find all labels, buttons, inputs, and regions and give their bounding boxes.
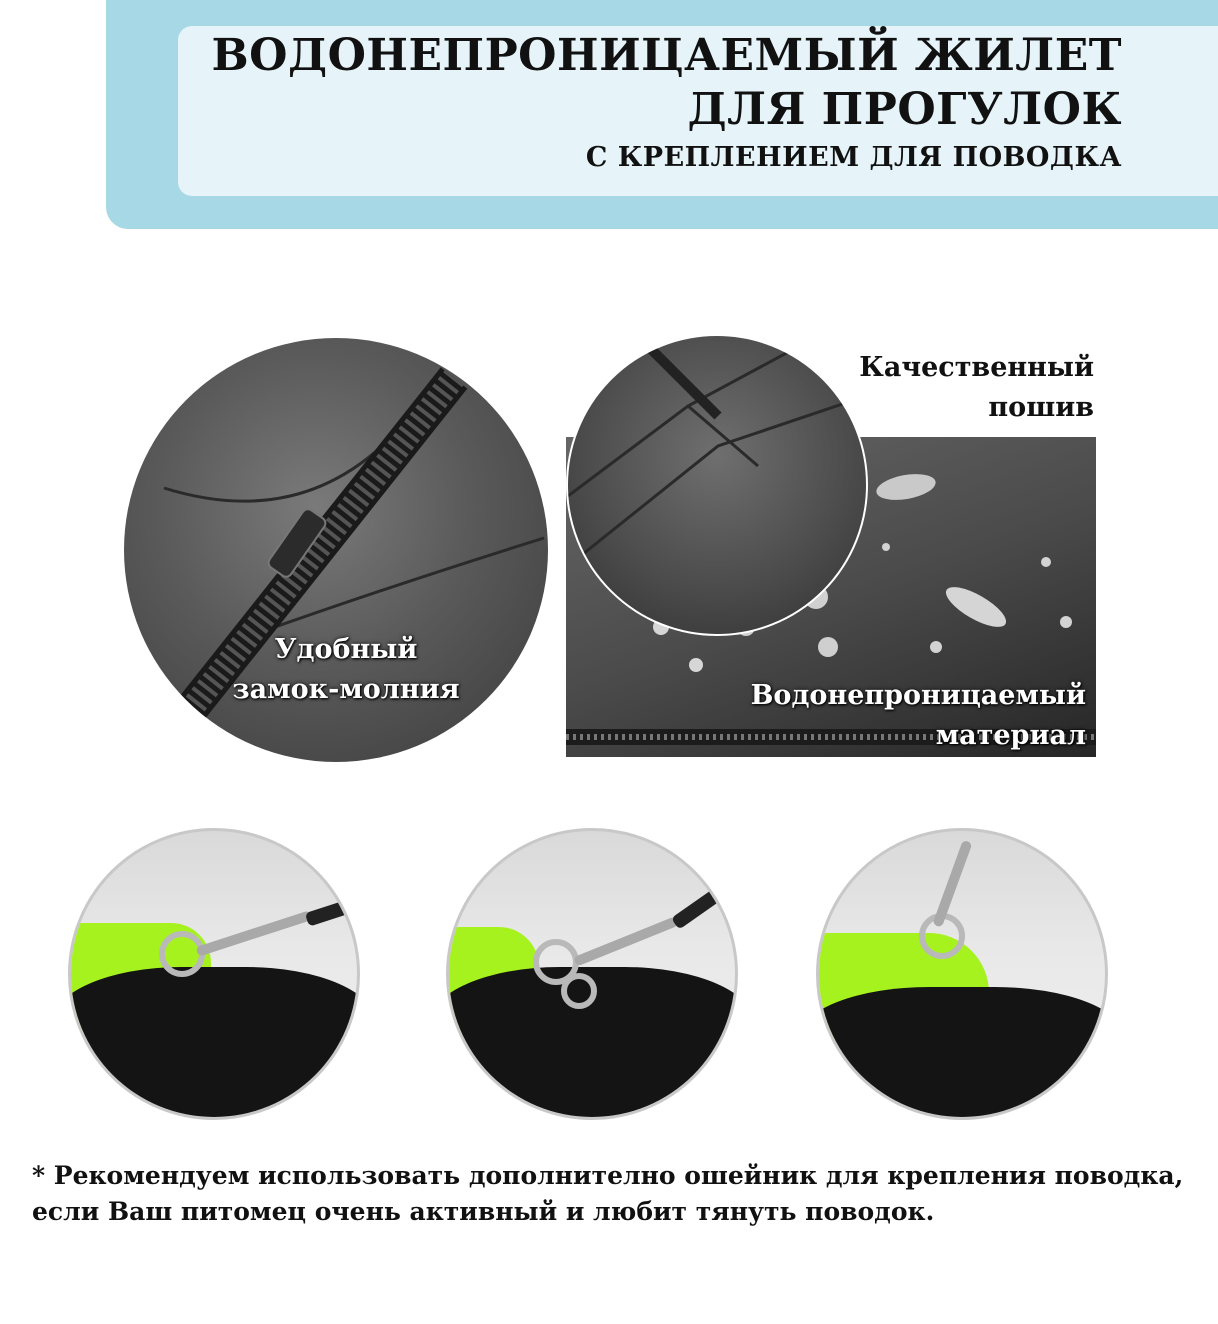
leash-strap-icon bbox=[305, 889, 360, 927]
page-title-line-1: ВОДОНЕПРОНИЦАЕМЫЙ ЖИЛЕТ bbox=[211, 30, 1122, 81]
waterproof-caption-line-1: Водонепроницаемый bbox=[750, 680, 1086, 711]
leash-attachment-photo-2 bbox=[446, 828, 738, 1120]
zipper-caption bbox=[232, 630, 460, 710]
zipper-caption-line-1: Удобный bbox=[274, 634, 418, 665]
leash-clip-icon bbox=[195, 910, 312, 957]
footnote bbox=[32, 1158, 1212, 1230]
zipper-caption-line-2: замок-молния bbox=[232, 674, 460, 705]
leash-attachment-photo-3 bbox=[816, 828, 1108, 1120]
leash-attachment-photo-1 bbox=[68, 828, 360, 1120]
page-title-line-2: ДЛЯ ПРОГУЛОК bbox=[687, 84, 1122, 135]
vest-body bbox=[68, 967, 360, 1120]
stitching-caption-line-1: Качественный bbox=[859, 352, 1094, 383]
page-subtitle: С КРЕПЛЕНИЕМ ДЛЯ ПОВОДКА bbox=[585, 142, 1122, 173]
leash-strap-icon bbox=[671, 884, 728, 930]
stitching-illustration bbox=[568, 336, 866, 634]
split-ring-icon bbox=[561, 973, 597, 1009]
leash-clip-icon bbox=[573, 916, 679, 966]
footnote-line-2: если Ваш питомец очень активный и любит тянуть поводок. bbox=[32, 1197, 935, 1226]
stitching-caption-line-2: пошив bbox=[988, 392, 1094, 423]
footnote-line-1: * Рекомендуем использовать дополнително ошейник для крепления поводка, bbox=[32, 1161, 1184, 1190]
stitching-caption bbox=[859, 348, 1094, 428]
stitching-photo bbox=[566, 334, 868, 636]
vest-body bbox=[816, 987, 1108, 1120]
waterproof-caption-line-2: материал bbox=[935, 720, 1086, 751]
waterproof-caption bbox=[751, 676, 1086, 756]
